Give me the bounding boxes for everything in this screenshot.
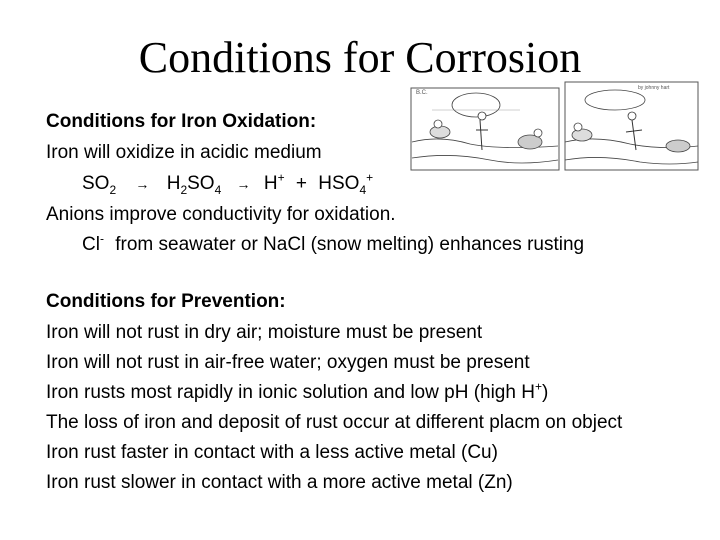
- hso4-sup: +: [366, 170, 374, 185]
- prevention-item: The loss of iron and deposit of rust occur at different placm on object: [46, 412, 623, 433]
- oxidation-heading: Conditions for Iron Oxidation:: [46, 111, 317, 132]
- prevention-item: Iron will not rust in dry air; moisture must be present: [46, 322, 483, 343]
- so2-symbol: SO: [82, 173, 110, 194]
- hso4-sub: 4: [359, 182, 367, 197]
- svg-text:by johnny hart: by johnny hart: [638, 85, 670, 91]
- arrow-icon: →: [135, 176, 150, 192]
- hplus-sup: +: [277, 170, 285, 185]
- hplus-close: ): [541, 382, 549, 403]
- chloride-line: [82, 233, 584, 257]
- svg-text:B.C.: B.C.: [416, 90, 428, 96]
- h2so4-so: SO: [187, 173, 215, 194]
- chloride-symbol: Cl: [82, 234, 100, 255]
- acid-line: Iron will oxidize in acidic medium: [46, 142, 322, 163]
- anions-line: Anions improve conductivity for oxidation.: [46, 204, 396, 225]
- slide-title: Conditions for Corrosion: [138, 33, 582, 82]
- arrow-icon: →: [236, 176, 251, 192]
- h2so4-h: H: [166, 173, 181, 194]
- prevention-heading: Conditions for Prevention:: [46, 291, 286, 312]
- plus-sign: +: [295, 173, 307, 194]
- hplus-symbol: H: [263, 173, 278, 194]
- prevention-item: Iron rust slower in contact with a more active metal (Zn): [46, 472, 513, 493]
- comic-strip-image: [410, 80, 700, 172]
- prevention-item: [46, 381, 548, 405]
- hso4-symbol: HSO: [318, 173, 360, 194]
- prevention-item-text: Iron rusts most rapidly in ionic solution and low pH (high H: [46, 382, 535, 403]
- chloride-sup: -: [99, 231, 104, 246]
- so2-sub: 2: [109, 182, 117, 197]
- h2so4-sub: 2: [180, 182, 188, 197]
- chloride-text: from seawater or NaCl (snow melting) enhances rusting: [115, 234, 585, 255]
- chemical-equation: [82, 172, 373, 196]
- hplus-sup: +: [534, 379, 542, 394]
- prevention-item: Iron rust faster in contact with a less active metal (Cu): [46, 442, 498, 463]
- h2so4-sub2: 4: [214, 182, 222, 197]
- prevention-item: Iron will not rust in air-free water; oxygen must be present: [46, 352, 530, 373]
